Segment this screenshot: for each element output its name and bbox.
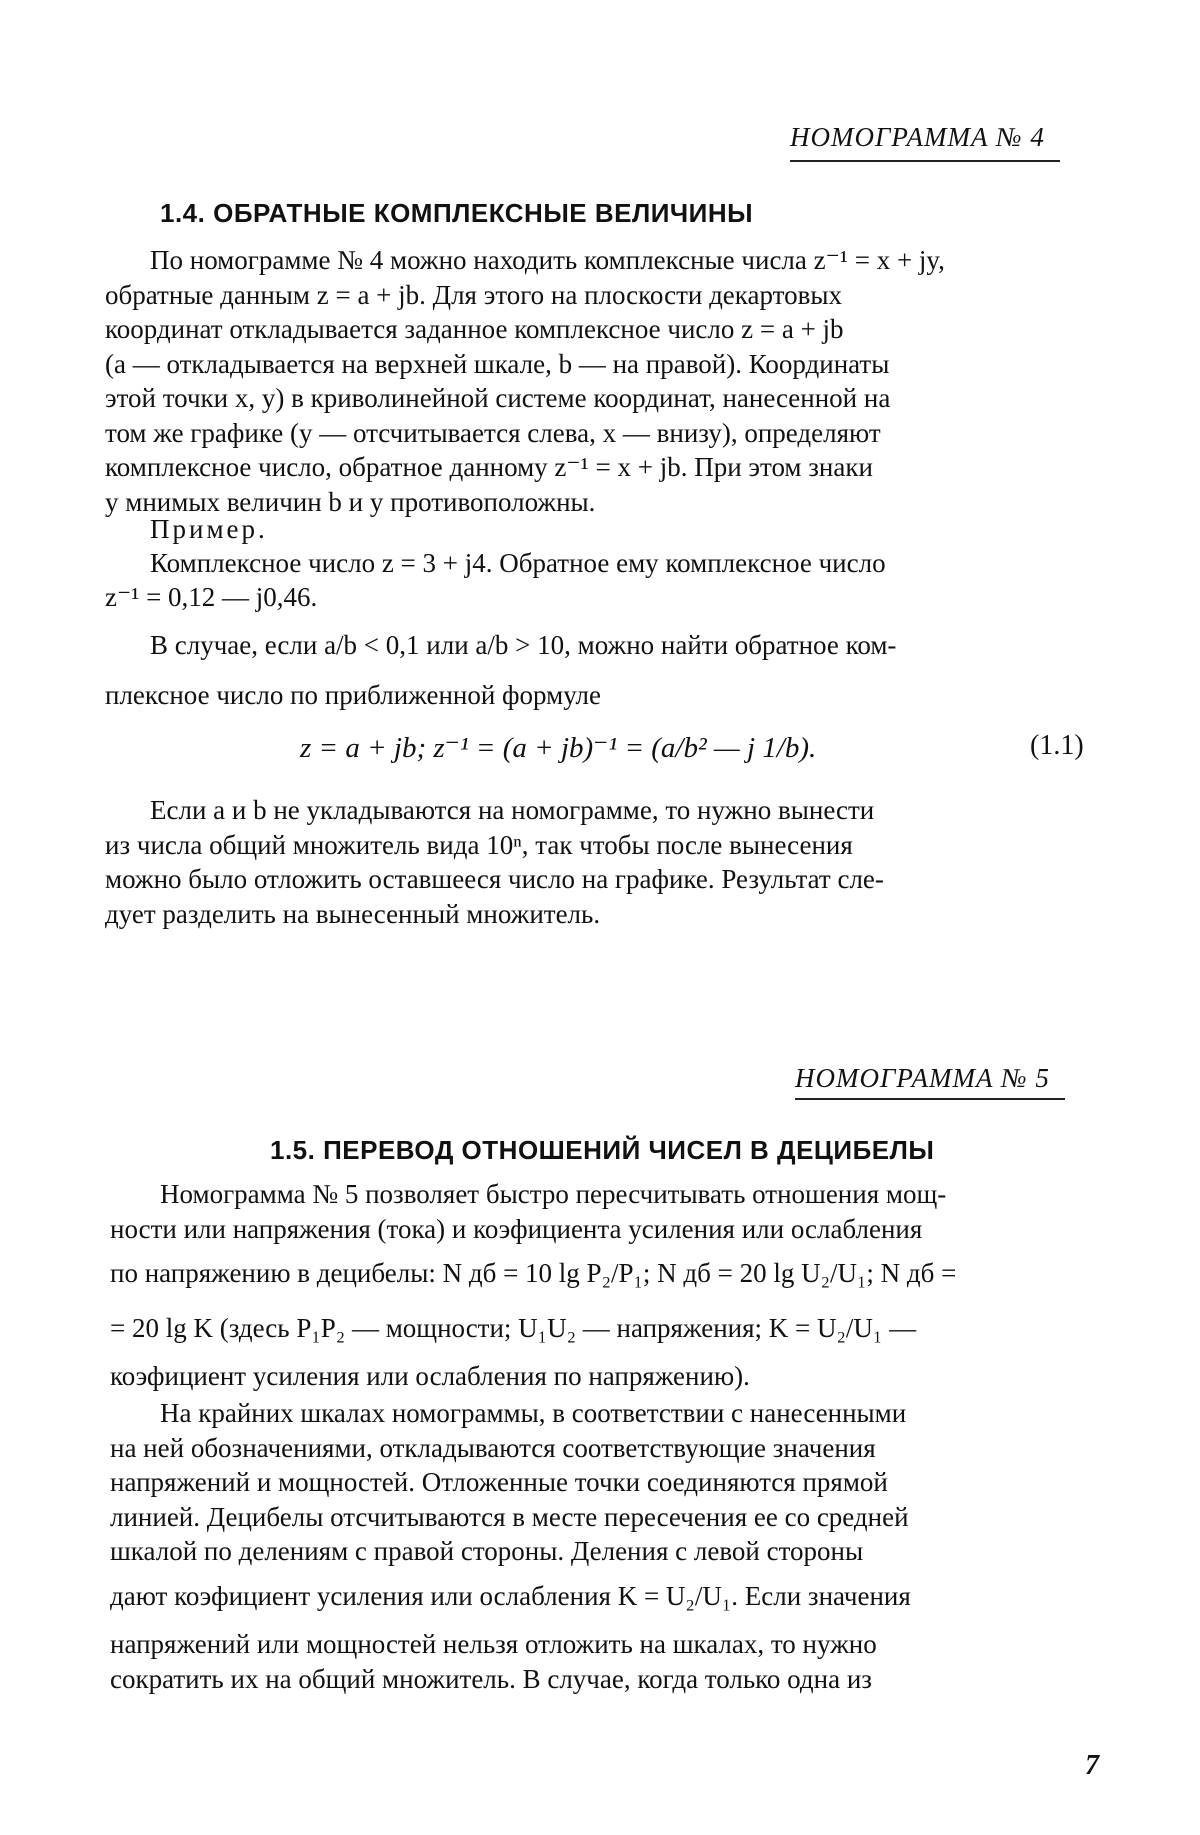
text-line: обратные данным z = a + jb. Для этого на плоскости декартовых [105,279,842,310]
formula-1-1: z = a + jb; z⁻¹ = (a + jb)⁻¹ = (a/b² — j 1/b). [300,732,817,764]
section-heading-1-4: 1.4. ОБРАТНЫЕ КОМПЛЕКСНЫЕ ВЕЛИЧИНЫ [160,198,754,228]
text-line: (a — откладывается на верхней шкале, b — на правой). Координаты [105,348,890,379]
text-line: комплексное число, обратное данному z⁻¹ = x + jb. При этом знаки [105,452,873,482]
case-line: плексное число по приближенной формуле [105,680,601,710]
text-line: дует разделить на вынесенный множитель. [105,898,601,929]
text-line: На крайних шкалах номограммы, в соответствии с нанесенными [160,1398,907,1428]
running-head-nomogram-5: НОМОГРАММА № 5 [795,1063,1050,1093]
text-line: по напряжению в децибелы: N дб = 10 lg P₂/P₁; N дб = 20 lg U₂/U₁; N дб = [110,1258,957,1288]
text-line: По номограмме № 4 можно находить комплексные числа z⁻¹ = x + jy, [150,245,945,275]
text-line: координат откладывается заданное комплексное число z = a + jb [105,314,844,344]
running-head-rule [795,1098,1065,1100]
example-line: Комплексное число z = 3 + j4. Обратное ему комплексное число [150,548,886,578]
running-head-nomogram-4: НОМОГРАММА № 4 [790,122,1045,152]
text-line: из числа общий множитель вида 10ⁿ, так чтобы после вынесения [105,829,853,860]
text-line: у мнимых величин b и y противоположны. [105,486,596,517]
page-number: 7 [1085,1750,1099,1781]
text-line: этой точки x, y) в криволинейной системе координат, нанесенной на [105,383,891,413]
text-line: напряжений и мощностей. Отложенные точки соединяются прямой [110,1467,888,1497]
text-line: сократить их на общий множитель. В случае, когда только одна из [110,1663,872,1694]
text-line: том же графике (y — отсчитывается слева, x — внизу), определяют [105,417,881,448]
paragraph-nomogram-5-body [110,1396,1100,1696]
paragraph-nomogram-4-intro [105,243,1100,519]
text-line: шкалой по делениям с правой стороны. Деления с левой стороны [110,1536,864,1566]
running-head-rule [790,160,1060,162]
text-line: на ней обозначениями, откладываются соответствующие значения [110,1432,876,1463]
text-line: Номограмма № 5 позволяет быстро пересчитывать отношения мощ- [160,1179,947,1209]
text-line: ности или напряжения (тока) и коэфициента усиления или ослабления [110,1213,923,1244]
example-line: z⁻¹ = 0,12 — j0,46. [105,582,318,612]
section-heading-1-5: 1.5. ПЕРЕВОД ОТНОШЕНИЙ ЧИСЕЛ В ДЕЦИБЕЛЫ [270,1135,935,1165]
case-line: В случае, если a/b < 0,1 или a/b > 10, можно найти обратное ком- [150,630,897,660]
text-line: Если a и b не укладываются на номограмме, то нужно вынести [150,795,875,825]
equation-number: (1.1) [1030,730,1084,761]
paragraph-nomogram-5-intro [110,1177,1100,1394]
text-line: можно было отложить оставшееся число на графике. Результат сле- [105,864,884,894]
example-label: Пример. [150,514,268,544]
text-line: коэфициент усиления или ослабления по напряжению). [110,1361,750,1391]
text-line: напряжений или мощностей нельзя отложить на шкалах, то нужно [110,1629,877,1659]
paragraph-nomogram-4-closing [105,793,1100,931]
text-line: = 20 lg K (здесь P₁P₂ — мощности; U₁U₂ — напряжения; K = U₂/U₁ — [110,1312,917,1343]
text-line: дают коэфициент усиления или ослабления K = U₂/U₁. Если значения [110,1580,911,1611]
text-line: линией. Децибелы отсчитываются в месте пересечения ее со средней [110,1501,909,1532]
